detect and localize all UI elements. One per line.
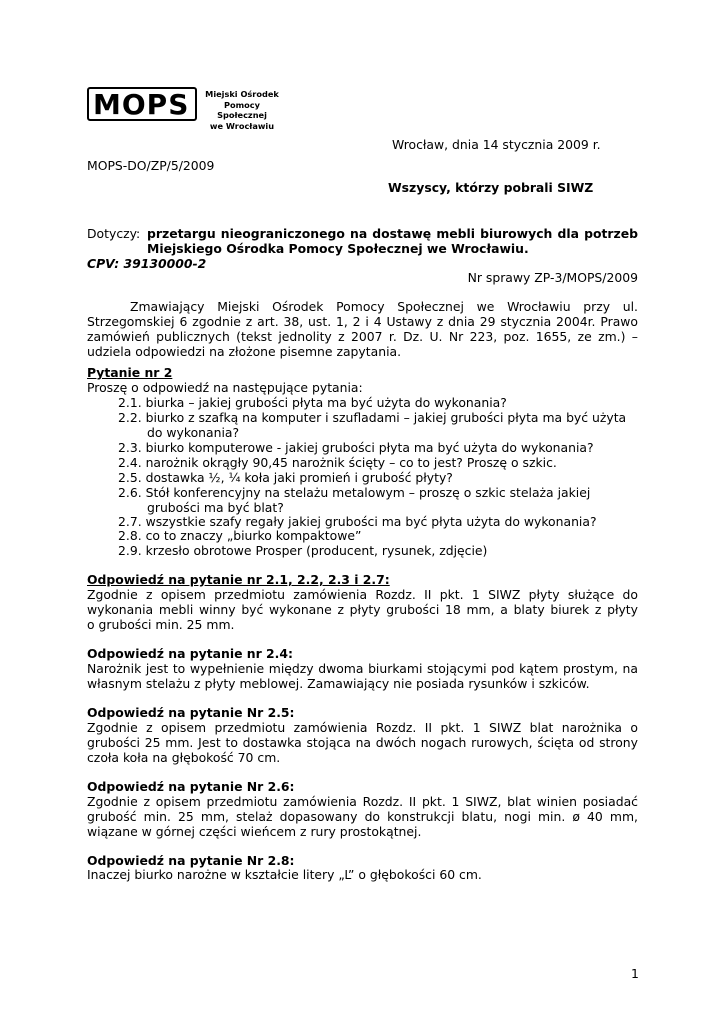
question-item: 2.9. krzesło obrotowe Prosper (producent, rysunek, zdjęcie) [118,543,488,558]
question-item: 2.3. biurko komputerowe - jakiej grubości płyta ma być użyta do wykonania? [118,440,594,455]
question-item-continuation: do wykonania? [147,425,240,440]
case-number: Nr sprawy ZP-3/MOPS/2009 [467,270,638,285]
question-item: 2.8. co to znaczy „biurko kompaktowe” [118,528,362,543]
reference-number: MOPS-DO/ZP/5/2009 [87,158,215,173]
answer-text: Narożnik jest to wypełnienie między dwoma biurkami stojącymi pod kątem prostym, na [87,661,638,676]
answer-line [87,661,638,676]
subject-text: przetargu nieograniczonego na dostawę mebli biurowych dla potrzeb [147,226,638,241]
answer-line [87,720,638,735]
mops-logo [87,87,283,131]
answer-line [87,809,638,824]
subject-label: Dotyczy: [87,226,141,241]
question-item-continuation: grubości ma być blat? [147,500,284,515]
answer-text: Zgodnie z opisem przedmiotu zamówienia Rozdz. II pkt. 1 SIWZ płyty służące do [87,587,638,602]
answer-line: o grubości min. 25 mm. [87,617,235,632]
answer-heading: Odpowiedź na pytanie Nr 2.5: [87,705,295,720]
subject-line-1 [147,226,638,241]
answer-line [87,794,638,809]
question-item: 2.6. Stół konferencyjny na stelażu metalowym – proszę o szkic stelaża jakiej [118,485,591,500]
intro-text: Zmawiający Miejski Ośrodek Pomocy Społecznej we Wrocławiu przy ul. [130,299,638,314]
answer-line [87,602,638,617]
answer-line [87,587,638,602]
intro-line-4: udziela odpowiedzi na złożone pisemne zapytania. [87,344,402,359]
answer-text: wykonania mebli winny być wykonane z płyty grubości 18 mm, a blaty biurek z płyty [87,602,638,617]
answer-line: wiązane w górnej części wieńcem z rury prostokątnej. [87,824,422,839]
question-lead: Proszę o odpowiedź na następujące pytania: [87,380,363,395]
answer-line: własnym stelażu z płyty meblowej. Zamawiający nie posiada rysunków i szkiców. [87,676,590,691]
answer-heading: Odpowiedź na pytanie nr 2.4: [87,646,293,661]
addressee: Wszyscy, którzy pobrali SIWZ [388,180,594,195]
intro-line-3 [87,329,638,344]
answer-heading: Odpowiedź na pytanie Nr 2.8: [87,853,295,868]
logo-subtitle-line: we Wrocławiu [209,120,275,131]
subject-line-2: Miejskiego Ośrodka Pomocy Społecznej we Wrocławiu. [147,241,529,256]
question-item: 2.4. narożnik okrągły 90,45 narożnik ścięty – co to jest? Proszę o szkic. [118,455,557,470]
logo-subtitle-line: Pomocy Społecznej [217,99,267,120]
answer-line: Inaczej biurko narożne w kształcie litery „L” o głębokości 60 cm. [87,867,482,882]
question-item: 2.2. biurko z szafką na komputer i szufladami – jakiej grubości płyta ma być użyta [118,410,627,425]
intro-line-1 [130,299,638,314]
logo-subtitle-line: Miejski Ośrodek [205,89,279,99]
logo-text: MOPS [93,88,190,121]
answer-line [87,735,638,750]
answer-line: czoła koła na głębokość 70 cm. [87,750,281,765]
date-line: Wrocław, dnia 14 stycznia 2009 r. [392,137,601,152]
question-item: 2.7. wszystkie szafy regały jakiej grubości ma być płyta użyta do wykonania? [118,514,597,529]
question-heading: Pytanie nr 2 [87,365,173,380]
answer-heading: Odpowiedź na pytanie nr 2.1, 2.2, 2.3 i 2.7: [87,572,390,587]
logo-subtitle [201,89,283,131]
intro-line-2 [87,314,638,329]
page-number: 1 [631,966,639,981]
question-item: 2.5. dostawka ½, ¼ koła jaki promień i grubość płyty? [118,470,453,485]
intro-text: Strzegomskiej 6 zgodnie z art. 38, ust. 1, 2 i 4 Ustawy z dnia 29 stycznia 2004r. Prawo [87,314,638,329]
answer-text: grubość min. 25 mm, stelaż dopasowany do konstrukcji blatu, nogi min. ø 40 mm, [87,809,638,824]
logo-frame [87,87,197,121]
answer-text: grubości 25 mm. Jest to dostawka stojąca na dwóch nogach rurowych, ścięta od strony [87,735,638,750]
cpv-code: CPV: 39130000-2 [87,256,207,271]
answer-text: Zgodnie z opisem przedmiotu zamówienia Rozdz. II pkt. 1 SIWZ blat narożnika o [87,720,638,735]
answer-text: Zgodnie z opisem przedmiotu zamówienia Rozdz. II pkt. 1 SIWZ, blat winien posiadać [87,794,638,809]
intro-text: zamówień publicznych (tekst jednolity z 2007 r. Dz. U. Nr 223, poz. 1655, ze zm.) – [87,329,638,344]
question-item: 2.1. biurka – jakiej grubości płyta ma być użyta do wykonania? [118,395,507,410]
answer-heading: Odpowiedź na pytanie Nr 2.6: [87,779,295,794]
